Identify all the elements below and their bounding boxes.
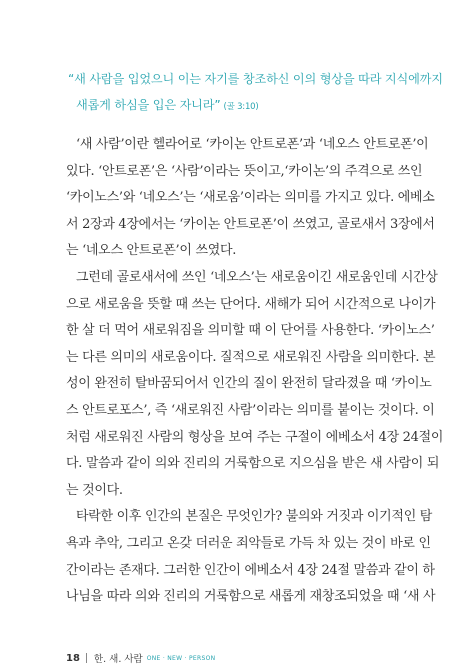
body-line: 는 것이다. — [66, 482, 123, 498]
body-line: 있다. ‘안트로폰’은 ‘사람’이라는 뜻이고,‘카이논’의 주격으로 쓰인 — [66, 163, 423, 179]
page-number: 18 — [66, 652, 80, 664]
body-line: 는 다른 의미의 새로움이다. 질적으로 새로워진 사람을 의미한다. 본 — [66, 349, 436, 365]
body-line: ‘새 사람’이란 헬라어로 ‘카이논 안트로폰’과 ‘네오스 안트로폰’이 — [76, 137, 429, 152]
quote-line-1: “새 사람을 입었으니 이는 자기를 창조하신 이의 형상을 따라 지식에까지 — [68, 72, 443, 86]
body-line: 성이 완전히 탈바꿈되어서 인간의 질이 완전히 달라졌을 때 ‘카이노 — [66, 376, 432, 392]
body-line: ‘카이노스’와 ‘네오스’는 ‘새로움’이라는 의미를 가지고 있다. 에베소 — [66, 190, 435, 206]
book-subtitle: ONE · NEW · PERSON — [146, 654, 216, 662]
page-footer — [66, 651, 215, 665]
body-line: 처럼 새로워진 사람의 형상을 보여 주는 구절이 에베소서 4장 24절이 — [66, 429, 444, 445]
body-line: 욕과 추악, 그리고 온갖 더러운 죄악들로 가득 차 있는 것이 바로 인 — [66, 535, 431, 551]
body-line: 는 ‘네오스 안트로폰’이 쓰였다. — [66, 243, 237, 259]
footer-divider — [86, 653, 87, 663]
body-line: 한 살 더 먹어 새로워짐을 의미할 때 이 단어를 사용한다. ‘카이노스’ — [66, 323, 435, 339]
body-line: 나님을 따라 의와 진리의 거룩함으로 새롭게 재창조되었을 때 ‘새 사 — [66, 589, 436, 605]
body-line: 다. 말씀과 같이 의와 진리의 거룩함으로 지으심을 받은 새 사람이 되 — [66, 456, 440, 472]
body-line: 그런데 골로새서에 쓰인 ‘네오스’는 새로움이긴 새로움인데 시간상 — [76, 269, 438, 285]
scripture-quote — [68, 66, 443, 120]
body-line: 으로 새로움을 뜻할 때 쓰는 단어다. 새해가 되어 시간적으로 나이가 — [66, 296, 436, 312]
body-line: 간이라는 존재다. 그러한 인간이 에베소서 4장 24절 말씀과 같이 하 — [66, 562, 435, 578]
quote-line-2 — [68, 92, 428, 120]
body-line: 서 2장과 4장에서는 ‘카이논 안트로폰’이 쓰였고, 골로새서 3장에서 — [66, 216, 435, 232]
body-line: 스 안트로포스’, 즉 ‘새로워진 사람’이라는 의미를 붙이는 것이다. 이 — [66, 402, 435, 418]
body-line: 타락한 이후 인간의 본질은 무엇인가? 불의와 거짓과 이기적인 탐 — [76, 509, 433, 525]
quote-line-2-text: 새롭게 하심을 입은 자니라” — [76, 98, 221, 112]
quote-reference: (골 3:10) — [223, 102, 259, 112]
book-title: 한. 새. 사람 — [93, 654, 143, 665]
body-text — [66, 132, 444, 611]
